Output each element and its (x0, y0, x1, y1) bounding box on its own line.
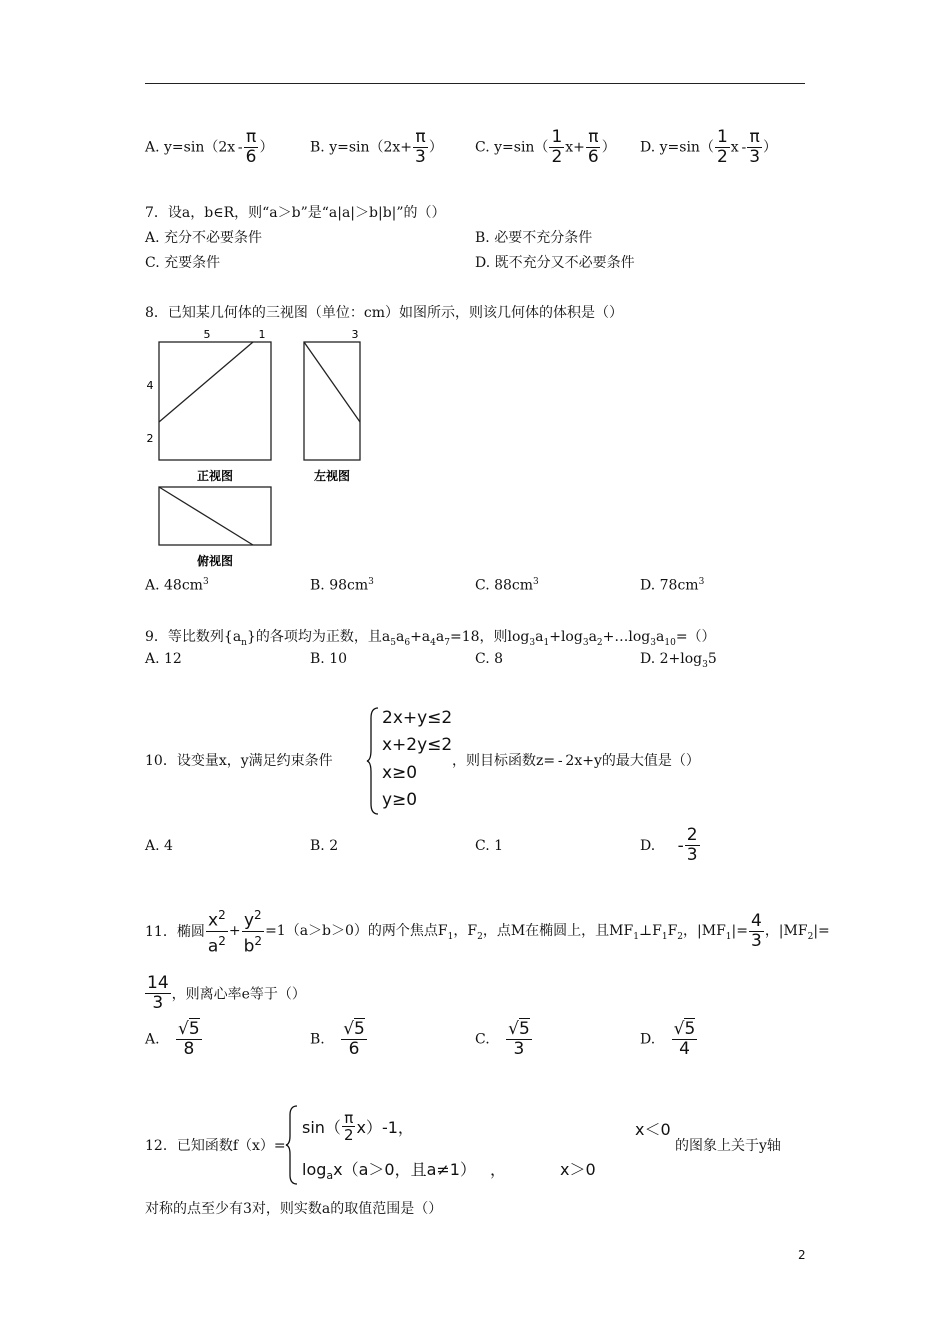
q8-option-c: C. $88cm^3$ (475, 577, 539, 594)
front-view-diagonal (159, 342, 253, 422)
label-side-view: 左视图 (313, 469, 351, 483)
piecewise-cond-2: x＞0 (560, 1160, 596, 1179)
piecewise-row-1: sin（ $\frac{\pi}{2}$ x）-1， (302, 1109, 414, 1144)
constraint-2: x+2y≤2 (382, 735, 453, 755)
q6-option-b: B. y=sin（2x+ $\frac{\pi}{3}$ ） (310, 127, 443, 167)
q12-stem-post: 的图象上关于y轴 (675, 1138, 781, 1154)
q8-stem: 8．已知某几何体的三视图（单位：cm）如图所示，则该几何体的体积是（） (145, 305, 624, 321)
q8-option-d: D. $78cm^3$ (640, 577, 705, 594)
q9-option-d: D. $2+\log_35$ (640, 651, 717, 670)
label-left-2: 2 (146, 432, 154, 445)
q8-option-b: B. $98cm^3$ (310, 577, 374, 594)
page-number: 2 (798, 1248, 806, 1262)
q7-option-c: C. 充要条件 (145, 255, 221, 271)
q11-option-c: C. $\frac{√5}{3}$ (475, 1019, 530, 1059)
label-front-view: 正视图 (196, 469, 234, 483)
q11-option-b: B. $\frac{√5}{6}$ (310, 1019, 365, 1059)
q10-stem-pre: 10．设变量x，y满足约束条件 (145, 753, 333, 769)
q6-option-c: C. y=sin（ $\frac{1}{2}$ x+ $\frac{\pi}{6}$ ） (475, 127, 616, 167)
piecewise-cond-1: x＜0 (635, 1120, 671, 1139)
top-view-diagonal (159, 487, 253, 545)
side-view-rect (304, 342, 360, 460)
constraint-4: y≥0 (382, 790, 418, 810)
q6-option-a: A. y=sin（2x - $\frac{\pi}{6}$ ） (145, 127, 274, 167)
q10-stem-post: ，则目标函数z= - 2x+y的最大值是（） (452, 753, 700, 769)
q9-option-a: A. 12 (145, 651, 182, 667)
three-view-diagram (145, 325, 385, 570)
q10-option-b: B. 2 (310, 838, 339, 854)
label-side-3: 3 (351, 328, 359, 341)
constraint-1: 2x+y≤2 (382, 708, 453, 728)
q7-stem: 7．设a，b∈R，则“a＞b”是“a|a|＞b|b|”的（） (145, 205, 446, 221)
piecewise-brace (285, 1104, 299, 1186)
label-left-4: 4 (146, 379, 154, 392)
constraint-brace (366, 706, 380, 816)
front-view-rect (159, 342, 271, 460)
q7-option-d: D. 既不充分又不必要条件 (475, 255, 635, 271)
top-view-rect (159, 487, 271, 545)
q11-stem: 11．椭圆 $\frac{x^2}{a^2}$ + $\frac{y^2}{b^2}$ =1（a＞b＞0）的两个焦点$F_1$，$F_2$，点M在椭圆上，且$MF_1\perp F_1F_2$，$|MF_1|=$ $\frac{4}{3}$ ，$|MF_2|=$ (145, 908, 830, 957)
q8-option-a: A. $48cm^3$ (145, 577, 209, 594)
q9-stem: 9．等比数列$\{a_n\}$的各项均为正数，且$a_5a_6+a_4a_7=18$，则$\log_3a_1+\log_3a_2+\dots\log_3a_{10}=()$ (145, 629, 716, 648)
q11-option-a: A. $\frac{√5}{8}$ (145, 1019, 200, 1059)
piecewise-row-2: $\log_ax(a>0$，且a≠1） ， (302, 1160, 507, 1183)
q9-option-b: B. 10 (310, 651, 348, 667)
side-view-diagonal (304, 342, 360, 422)
q7-option-b: B. 必要不充分条件 (475, 230, 593, 246)
q10-option-a: A. 4 (145, 838, 173, 854)
label-top-1: 1 (258, 328, 266, 341)
q12-stem-line2: 对称的点至少有3对，则实数a的取值范围是（） (145, 1201, 443, 1217)
q9-option-c: C. 8 (475, 651, 504, 667)
q6-option-d: D. y=sin（ $\frac{1}{2}$ x - $\frac{\pi}{3}$ ） (640, 127, 778, 167)
q11-option-d: D. $\frac{√5}{4}$ (640, 1019, 696, 1059)
q10-option-c: C. 1 (475, 838, 504, 854)
q12-stem-pre: 12．已知函数f（x）= (145, 1138, 286, 1154)
q7-option-a: A. 充分不必要条件 (145, 230, 263, 246)
label-top-5: 5 (203, 328, 211, 341)
q11-stem-line2: $\frac{14}{3}$ ，则离心率e等于（） (147, 973, 306, 1013)
constraint-3: x≥0 (382, 763, 418, 783)
q10-option-d: D. - $\frac{2}{3}$ (640, 825, 698, 865)
label-top-view: 俯视图 (196, 554, 234, 568)
header-rule (145, 83, 805, 84)
